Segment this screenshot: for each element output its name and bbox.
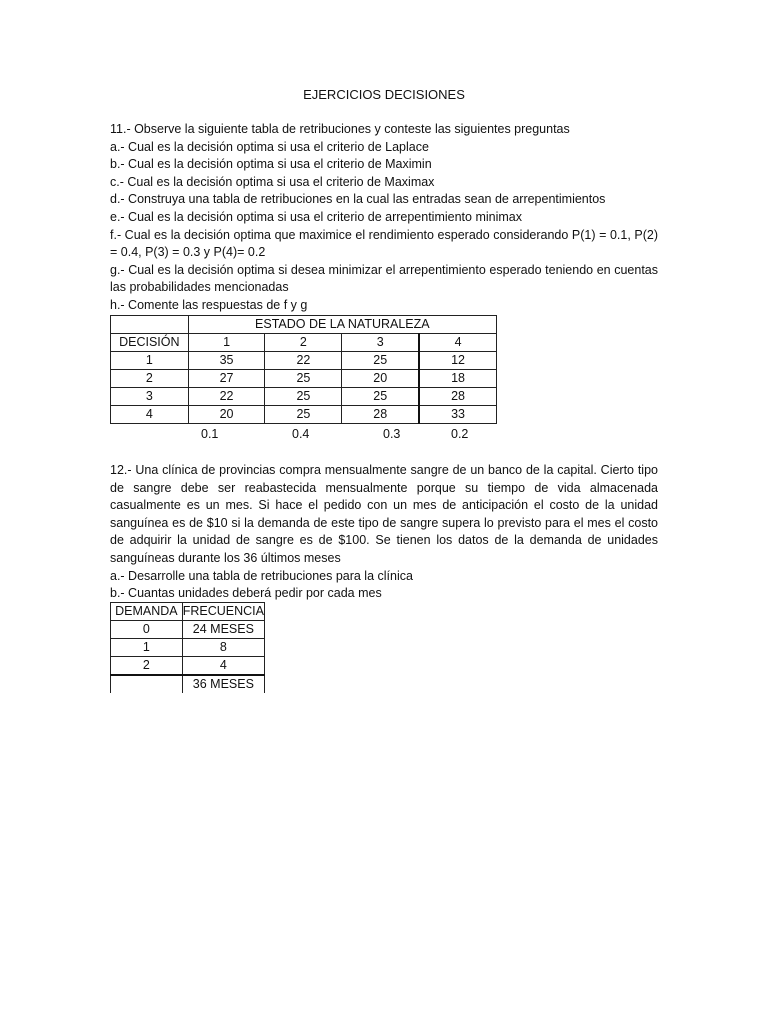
demand-cell: 1 — [111, 639, 183, 657]
payoff-cell: 35 — [188, 352, 265, 370]
ex11-line: a.- Cual es la decisión optima si usa el criterio de Laplace — [110, 139, 429, 154]
decision-cell: 2 — [111, 370, 189, 388]
ex11-line: 11.- Observe la siguiente tabla de retribuciones y conteste las siguientes preguntas — [110, 122, 570, 136]
payoff-table-corner — [111, 316, 189, 334]
decision-cell: 1 — [111, 352, 189, 370]
ex11-question-h: h.- Comente las respuestas de f y g — [110, 297, 308, 312]
ex12-question-b: b.- Cuantas unidades deberá pedir por cada mes — [110, 586, 382, 601]
probability-label: 0.2 — [451, 427, 469, 441]
table-row — [111, 370, 497, 388]
demand-table — [110, 602, 265, 693]
payoff-cell: 20 — [188, 406, 265, 424]
page-title: EJERCICIOS DECISIONES — [303, 87, 465, 102]
payoff-cell: 20 — [342, 370, 419, 388]
exercise-11-text — [110, 121, 658, 315]
frequency-cell: 8 — [182, 639, 264, 657]
payoff-cell: 27 — [188, 370, 265, 388]
payoff-cell: 18 — [419, 370, 496, 388]
payoff-cell: 33 — [419, 406, 496, 424]
probability-label: 0.3 — [383, 427, 401, 441]
frequency-cell: 4 — [182, 657, 264, 676]
demand-header: DEMANDA — [111, 603, 183, 621]
frequency-total: 36 MESES — [182, 675, 264, 693]
decision-cell: 3 — [111, 388, 189, 406]
payoff-cell: 25 — [265, 388, 342, 406]
ex11-line: c.- Cual es la decisión optima si usa el criterio de Maximax — [110, 174, 435, 189]
decision-cell: 4 — [111, 406, 189, 424]
ex11-question-f: f.- Cual es la decisión optima que maximice el rendimiento esperado considerando P(1) = 0.1, P(2) = 0.4, P(3) = 0.3 y P(4)= 0.2 — [110, 227, 658, 260]
ex11-line: b.- Cual es la decisión optima si usa el criterio de Maximin — [110, 157, 432, 172]
table-row — [111, 352, 497, 370]
payoff-cell: 22 — [188, 388, 265, 406]
total-empty-cell — [111, 675, 183, 693]
demand-cell: 0 — [111, 621, 183, 639]
ex12-question-a: a.- Desarrolle una tabla de retribuciones para la clínica — [110, 568, 413, 583]
ex11-line: d.- Construya una tabla de retribuciones en la cual las entradas sean de arrepentimientos — [110, 192, 606, 207]
payoff-cell: 25 — [342, 388, 419, 406]
payoff-cell: 25 — [265, 406, 342, 424]
state-header: 4 — [419, 334, 496, 352]
state-header: 3 — [342, 334, 419, 352]
frequency-header: FRECUENCIA — [182, 603, 264, 621]
payoff-cell: 28 — [342, 406, 419, 424]
demand-cell: 2 — [111, 657, 183, 676]
payoff-cell: 22 — [265, 352, 342, 370]
ex11-line: e.- Cual es la decisión optima si usa el criterio de arrepentimiento minimax — [110, 209, 522, 224]
table-row — [111, 406, 497, 424]
ex12-paragraph: 12.- Una clínica de provincias compra mensualmente sangre de un banco de la capital. Cierto tipo de sangre debe ser reabastecida mensualmente porque su tiempo de vida almacenada casualmente es un mes. Si hace el pedido con un mes de anticipación el costo de la unidad sanguínea es de $10 si la demanda de este tipo de sangre supera lo previsto para el mes el costo de adquirir la unidad de sangre es de $100. Se tienen los datos de la demanda de unidades sanguíneas durante los 36 últimos meses — [110, 463, 658, 565]
ex11-question-g: g.- Cual es la decisión optima si desea minimizar el arrepentimiento esperado teniendo en cuentas las probabilidades mencionadas — [110, 262, 658, 295]
payoff-cell: 25 — [342, 352, 419, 370]
probability-label: 0.4 — [292, 427, 310, 441]
frequency-cell: 24 MESES — [182, 621, 264, 639]
exercise-12-text — [110, 462, 658, 603]
decision-header: DECISIÓN — [111, 334, 189, 352]
payoff-cell: 12 — [419, 352, 496, 370]
payoff-table-group-header: ESTADO DE LA NATURALEZA — [188, 316, 496, 334]
table-row — [111, 657, 265, 676]
state-header: 2 — [265, 334, 342, 352]
payoff-cell: 25 — [265, 370, 342, 388]
table-row — [111, 639, 265, 657]
table-row — [111, 388, 497, 406]
table-row — [111, 621, 265, 639]
payoff-cell: 28 — [419, 388, 496, 406]
state-header: 1 — [188, 334, 265, 352]
probability-label: 0.1 — [201, 427, 219, 441]
payoff-table — [110, 315, 497, 424]
